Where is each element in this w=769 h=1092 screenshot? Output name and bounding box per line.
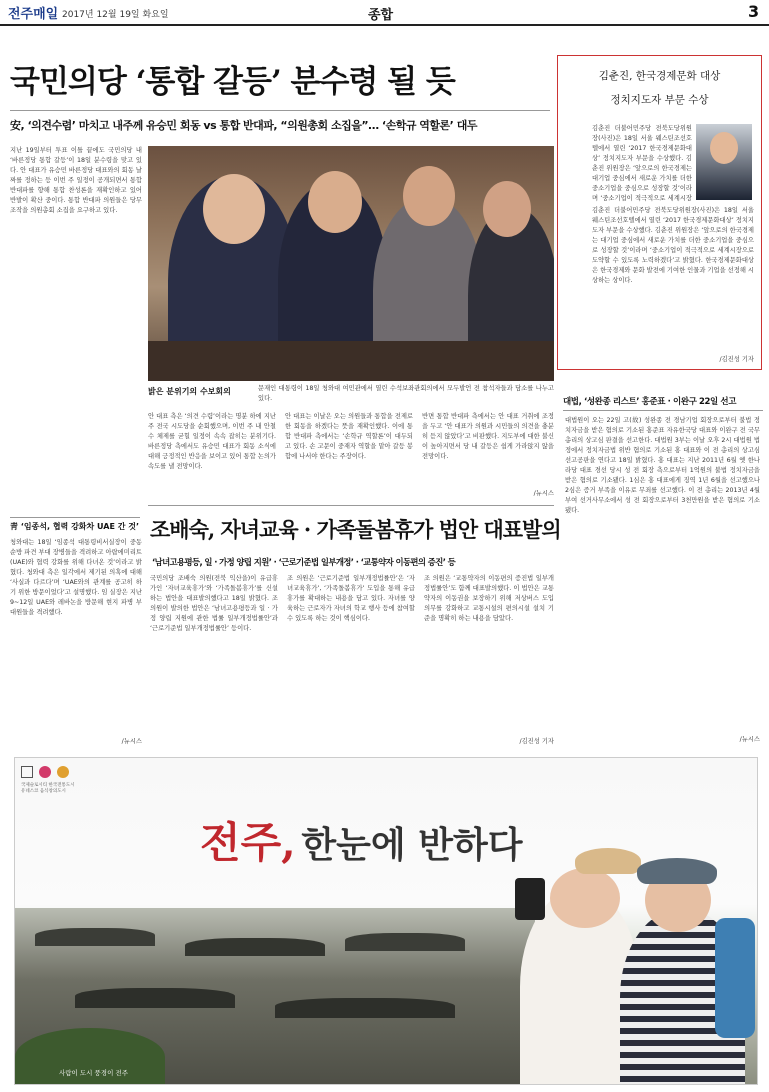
- side-byline: /뉴시스: [739, 736, 760, 743]
- profile-title-2: 정치지도자 부문 수상: [610, 94, 709, 106]
- page-number: 3: [748, 2, 760, 21]
- ad-headline: [200, 810, 523, 870]
- lead-headline: 국민의당 ‘통합 갈등’ 분수령 될 듯: [10, 64, 455, 100]
- jeonju-logo-icon: [57, 766, 69, 778]
- lead-subhead: 安, ‘의견수렴’ 마치고 내주께 유승민 회동 vs 통합 반대파, “의원총회 소집을”… ‘손학규 역할론’ 대두: [10, 119, 477, 132]
- divider: [148, 505, 554, 506]
- bill-column-2: 조 의원은 ‘근로기준법 일부개정법률안’은 ‘자녀교육휴가’, ‘가족돌봄휴가’ 도입을 통해 유급휴가를 확대하는 내용을 담고 있다. 자녀를 양육하는 근로자가 자녀의 학교 행사 등에 참여할 수 있도록 하는 것이 핵심이다.: [287, 575, 415, 622]
- unesco-logo-icon: [21, 766, 33, 778]
- profile-photo: [696, 124, 752, 200]
- ad-org-line-2: 유네스코 음식창의도시: [21, 789, 66, 794]
- lead-column-1: 지난 19일부터 투표 이틀 끝에도 국민의당 내 ‘바른정당 통합 갈등’이 18일 분수령을 맞고 있다. 안 대표가 유승민 바른정당 대표와의 회동 날짜를 정하는 등 이번 주 일정이 공개되면서 통합 반대파를 향해 통합 찬성론을 재확인하고 있어 반발이 확산 중이다. 통합 반대파 의원들은 당무 조작을 의원총회 소집을 요구하고 있다.: [10, 147, 142, 214]
- bill-headline: 조배숙, 자녀교육 · 가족돌봄휴가 법안 대표발의: [150, 517, 561, 542]
- bill-byline: /김진성 기자: [519, 738, 554, 745]
- section-title: 종합: [368, 8, 394, 23]
- page-header: [0, 0, 769, 26]
- bill-column-3: 조 의원은 ‘교통약자의 이동편의 증진법 일부개정법률안’도 함께 대표발의했다. 이 법안은 교통약자의 이동권을 보장하기 위해 저상버스 도입 의무를 강화하고 교통시설의 편의시설 설치 기준을 명확히 하는 내용을 담았다.: [424, 575, 554, 622]
- ad-headline-part-1: 전주,: [200, 818, 296, 867]
- profile-box: [557, 55, 762, 370]
- lead-column-3: 안 대표는 이날은 오는 의원들과 통합을 전제로 한 회동을 하겠다는 뜻을 재확인했다. 이에 통합 반대파 측에서는 ‘손학규 역할론’이 대두되고 있다. 손 고문이 중재자 역할을 맡아 갈등 봉합에 나서야 한다는 주장이다.: [285, 413, 413, 460]
- side-body: 대법원이 오는 22일 고(故) 성완종 전 경남기업 회장으로부터 불법 정치자금을 받은 혐의로 기소된 홍준표 자유한국당 대표와 이완구 전 국무총리의 상고심 판결을 선고한다. 대법원 3부는 이날 오후 2시 대법원 법정에서 정치자금법 위반 혐의로 기소된 홍 대표와 이 전 총리의 상고심 선고공판을 연다고 18일 밝혔다. 홍 대표는 지난 2011년 6월 옛 한나라당 대표 경선 당시 성 전 회장 측으로부터 1억원의 불법 정치자금을 받은 혐의로 기소됐다. 1심은 홍 대표에게 징역 1년 6월을 선고했으나 2심은 증거 부족을 이유로 무죄를 선고했다. 이 전 총리는 2013년 4월 부여 선거사무소에서 성 전 회장으로부터 3천만원을 받은 혐의로 기소됐다.: [565, 417, 760, 514]
- bill-subhead: ‘남녀고용평등, 일 · 가정 양립 지원’ · ‘근로기준법 일부개정’ · ‘교통약자 이동편의 증진’ 등: [152, 557, 456, 567]
- divider: [10, 517, 140, 518]
- lead-column-2: 안 대표 측은 ‘의견 수렴’이라는 명분 하에 지난주 전국 시도당을 순회했으며, 이번 주 내 안철수 체제를 굳힐 일정이 속속 잡히는 분위기다. 바른정당 측에서도 유승민 대표가 회동 소식에 대해 긍정적인 반응을 보이고 있어 통합 논의가 속도를 낼 전망이다.: [148, 413, 276, 470]
- ad-org-line-1: 국제슬로시티 한국전통도시: [21, 783, 75, 788]
- ad-headline-part-2: 한눈에 반하다: [301, 824, 523, 866]
- photo-caption-title: 밝은 분위기의 수보회의: [148, 387, 231, 396]
- issue-date: 2017년 12월 19일 화요일: [62, 10, 169, 20]
- lead-photo: [148, 146, 554, 381]
- jeonju-advertisement: [14, 757, 758, 1085]
- side-headline: 대법, ‘성완종 리스트’ 홍준표 · 이완구 22일 선고: [563, 397, 737, 407]
- profile-title-1: 김춘진, 한국경제문화 대상: [598, 70, 721, 82]
- lead-column-4: 반면 통합 반대파 측에서는 안 대표 거취에 조정을 두고 ‘안 대표가 의원과 시민들의 의견을 충분히 듣지 않았다’고 비판했다. 지도부에 대한 불신이 높아지면서 당 내 갈등은 쉽게 가라앉지 않을 전망이다.: [422, 413, 554, 460]
- uae-headline: 靑 ‘임종석, 협력 강화차 UAE 간 것’: [10, 522, 140, 531]
- divider: [563, 410, 763, 411]
- divider: [10, 110, 550, 111]
- slowcity-logo-icon: [39, 766, 51, 778]
- photo-caption: 문재인 대통령이 18일 청와대 여민관에서 열린 수석보좌관회의에서 모두발언 전 참석자들과 담소를 나누고 있다.: [258, 385, 554, 402]
- lead-byline: /뉴시스: [533, 490, 554, 497]
- phone-icon: [515, 878, 545, 920]
- uae-byline: /뉴시스: [121, 738, 142, 745]
- profile-body: 김춘진 더불어민주당 전북도당위원장(사진)은 18일 서울 웨스틴조선호텔에서 열린 ‘2017 한국경제문화대상’ 정치지도자 부문을 수상했다. 김춘진 위원장은 ‘앞으로의 한국경제는 대기업 중심에서 새로운 가치를 더한 중소기업을 중심으로 성장할 것’이라며 ‘중소기업이 적극적으로 세계시장으로 도약할 수 있도록 노력하겠다’고 밝혔다. 한국경제문화대상은 한국경제와 문화 발전에 기여한 인물과 기업을 선정해 시상하는 상이다.: [592, 207, 754, 284]
- uae-body: 청와대는 18일 ‘임종석 대통령비서실장이 중동 순방 파견 부대 장병들을 격려하고 아랍에미리트(UAE)와 협력 강화를 위해 다녀온 것’이라고 밝혔다. 청와대 측은 일각에서 제기된 의혹에 대해 ‘사실과 다르다’며 ‘UAE와의 관계를 공고히 하기 위한 방문이었다’고 설명했다. 임 실장은 지난 9~12일 UAE와 레바논을 방문해 현지 파병 부대원들을 격려했다.: [10, 539, 142, 616]
- ad-bottom-caption: 사람이 도시 풍경이 전주: [59, 1069, 128, 1077]
- profile-body-top: 김춘진 더불어민주당 전북도당위원장(사진)은 18일 서울 웨스틴조선호텔에서 열린 ‘2017 한국경제문화대상’ 정치지도자 부문을 수상했다. 김춘진 위원장은 ‘앞으로의 한국경제는 대기업 중심에서 새로운 가치를 더한 중소기업을 중심으로 성장할 것’이라며 ‘중소기업이 적극적으로 세계시장: [592, 125, 692, 202]
- bill-column-1: 국민의당 조배숙 의원(전북 익산을)이 유급휴가인 ‘자녀교육휴가’와 ‘가족돌봄휴가’를 신설하는 법안을 대표발의했다고 18일 밝혔다. 조 의원이 발의한 법안은 ‘남녀고용평등과 일 · 가정 양립 지원에 관한 법률 일부개정법률안’과 ‘근로기준법 일부개정법률안’ 등이다.: [150, 575, 278, 632]
- newspaper-logo: 전주매일: [8, 7, 59, 22]
- profile-byline: /김진성 기자: [719, 356, 754, 363]
